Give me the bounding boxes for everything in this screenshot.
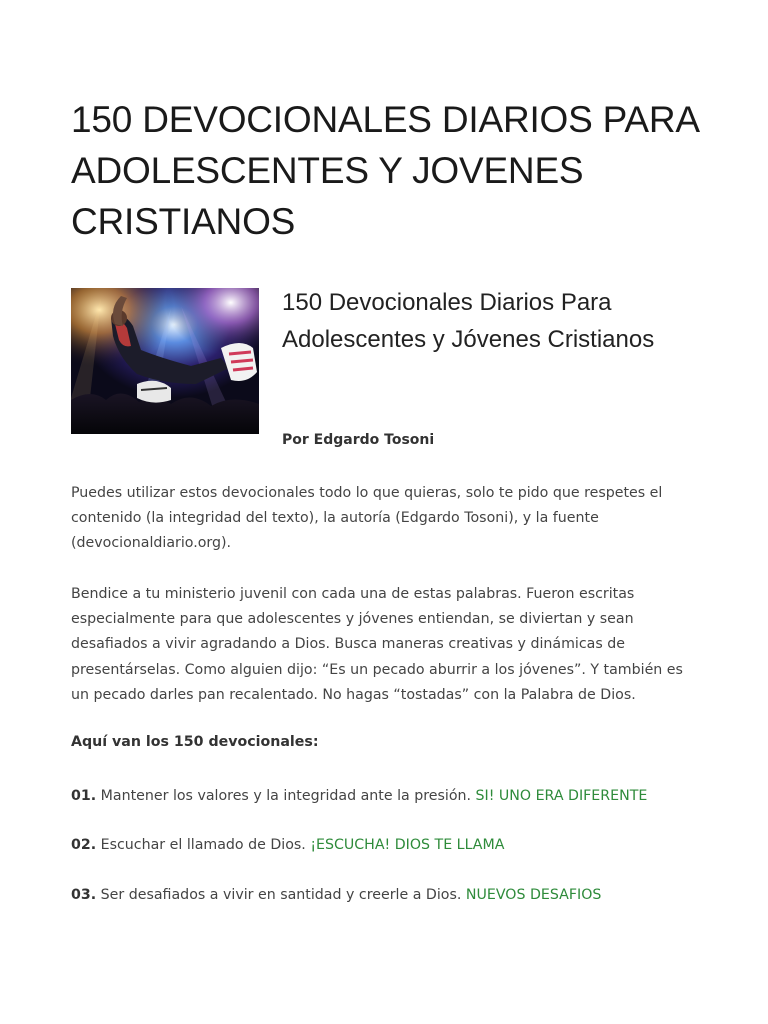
page-title: 150 DEVOCIONALES DIARIOS PARA ADOLESCENTES Y JOVENES CRISTIANOS (71, 99, 698, 242)
item-text: Mantener los valores y la integridad ante la presión. (100, 788, 471, 804)
concert-photo (71, 288, 259, 434)
author-byline: Por Edgardo Tosoni (282, 432, 435, 448)
item-link[interactable]: NUEVOS DESAFIOS (465, 887, 602, 903)
item-number: 03. (71, 887, 97, 903)
list-heading: Aquí van los 150 devocionales: (71, 734, 319, 750)
ministry-paragraph: Bendice a tu ministerio juvenil con cada una de estas palabras. Fueron escritas especialmente para que adolescentes y jóvenes entiendan, se diviertan y sean desafiados a vivir agradando a Dios. Busca maneras creativas y dinámicas de presentárselas. Como alguien dijo: “Es un pecado aburrir a los jóvenes”. Y también es un pecado darles pan recalentado. No hagas “tostadas” con la Palabra de Dios. (71, 586, 683, 703)
item-link[interactable]: ¡ESCUCHA! DIOS TE LLAMA (310, 837, 505, 853)
intro-paragraph: Puedes utilizar estos devocionales todo lo que quieras, solo te pido que respetes el contenido (la integridad del texto), la autoría (Edgardo Tosoni), y la fuente (devocionaldiario.org). (71, 485, 663, 552)
item-text: Ser desafiados a vivir en santidad y creerle a Dios. (100, 887, 462, 903)
item-text: Escuchar el llamado de Dios. (100, 837, 306, 853)
list-item (71, 884, 696, 906)
item-number: 01. (71, 788, 97, 804)
item-link[interactable]: SI! UNO ERA DIFERENTE (475, 788, 648, 804)
list-item (71, 834, 696, 856)
article-subtitle: 150 Devocionales Diarios Para Adolescentes y Jóvenes Cristianos (282, 289, 655, 353)
list-item (71, 785, 696, 807)
item-number: 02. (71, 837, 97, 853)
